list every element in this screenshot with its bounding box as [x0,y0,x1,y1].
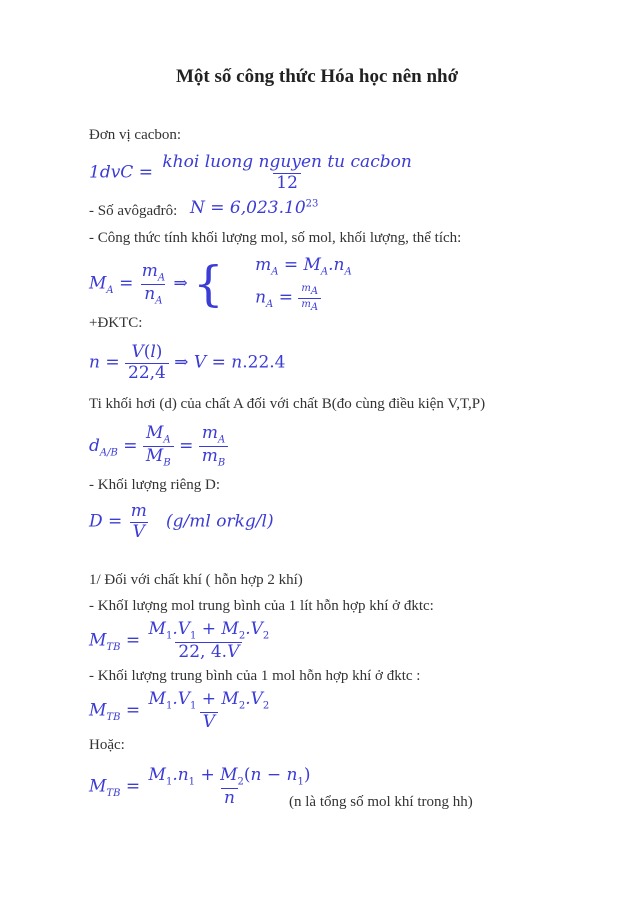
avogadro-exponent: 23 [305,198,319,210]
density-ratio-label: Ti khối hơi (d) của chất A đối với chất B(đo cùng điều kiện V,T,P) [89,396,486,412]
carbon-unit-fraction [162,153,411,193]
molar-system: $m_A = M_A.n_A$ $n_A$ = $\frac{m_A}{m_A}$ [255,255,352,313]
mean-molar-1mol-formula: $M_{TB}$ = $\frac{M_1.V_1 + M_2.V_2}{V}$ [89,689,270,732]
density-units: (g/ml orkg/l) [166,511,274,532]
stp-label: +ĐKTC: [89,315,143,331]
molar-fraction: $\frac{m_A}{n_A}$ [141,260,166,307]
mean-molar-1mol-label: - Khối lượng trung bình của 1 mol hỗn hợp khí ở đktc : [89,668,421,684]
carbon-unit-numerator: khoi luong nguyen tu cacbon [162,152,412,172]
avogadro-label: - Số avôgađrô: [89,203,178,219]
total-mol-note: (n là tổng số mol khí trong hh) [289,794,473,810]
molar-formula: $M_A$ = $\frac{m_A}{n_A}$ ⇒ { $m_A = M_A.n_A$ $n_A$ = $\frac{m_A}{m_A}$ [89,255,352,313]
density-formula: D = $\frac{m}{V}$ (g/ml orkg/l) [89,501,274,542]
gas-mixture-heading: 1/ Đối với chất khí ( hỗn hợp 2 khí) [89,572,303,588]
stp-formula: n = $\frac{V(l)}{22,4}$ ⇒ V = n.22.4 [89,342,286,383]
density-label: - Khối lượng riêng D: [89,477,221,493]
or-label: Hoặc: [89,737,125,753]
molar-formula-label: - Công thức tính khối lượng mol, số mol, khối lượng, thể tích: [89,230,462,246]
avogadro-value: N = 6,023.10 [190,198,306,218]
carbon-unit-formula [89,153,412,193]
stp-fraction: $\frac{V(l)}{22,4}$ [125,343,169,383]
carbon-unit-lhs: 1dvC = [89,162,153,183]
carbon-unit-denominator: 12 [273,173,301,194]
avogadro-formula [190,198,318,218]
carbon-unit-label: Đơn vị cacbon: [89,127,182,143]
system-brace: { [193,256,224,313]
mean-molar-1l-formula: $M_{TB}$ = $\frac{M_1.V_1 + M_2.V_2}{22, 4.V}$ [89,619,270,662]
mean-molar-mol-formula: $M_{TB}$ = $\frac{M_1.n_1 + M_2(n - n_1)}{n}$ [89,765,311,808]
page-title: Một số công thức Hóa học nên nhớ [176,66,459,87]
density-ratio-formula: $d_{A/B}$ = $\frac{M_A}{M_B}$ = $\frac{m_A}{m_B}$ [89,424,228,469]
mean-molar-1l-label: - KhốI lượng mol trung bình của 1 lít hỗn hợp khí ở đktc: [89,598,434,614]
